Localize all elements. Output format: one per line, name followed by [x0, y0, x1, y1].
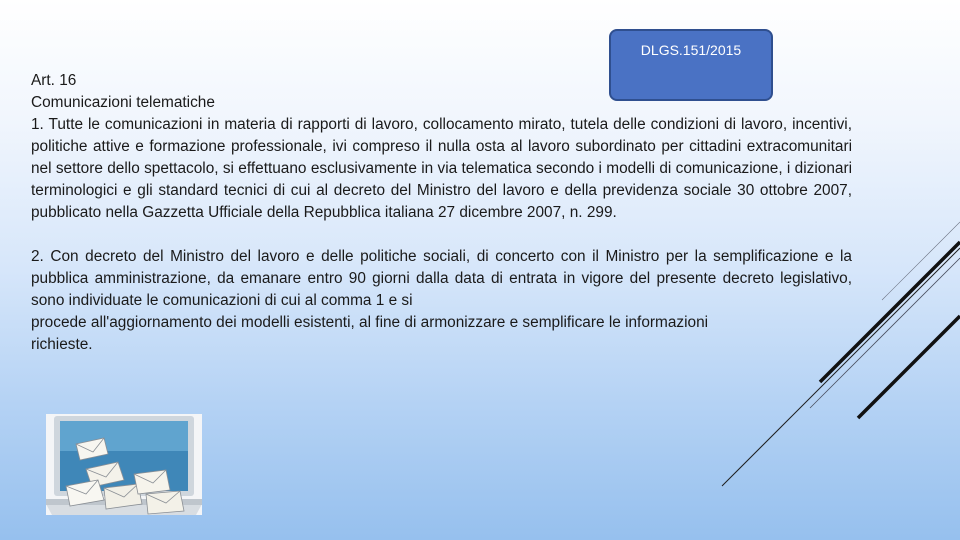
- law-reference-label: DLGS.151/2015: [640, 42, 742, 58]
- article-paragraph-2-tail: procede all'aggiornamento dei modelli esistenti, al fine di armonizzare e semplificare le informazioni richieste.: [31, 314, 709, 353]
- article-paragraph-2: 2. Con decreto del Ministro del lavoro e delle politiche sociali, di concerto con il Ministro per la semplificazione e la pubblica amministrazione, da emanare entro 90 giorni dalla data di entrata in vigore del presente decreto legislativo, sono individuate le comunicazioni di cui al comma 1 e si: [31, 248, 852, 309]
- article-number: Art. 16: [31, 72, 77, 89]
- article-title: Comunicazioni telematiche: [31, 94, 215, 111]
- article-paragraph-1: 1. Tutte le comunicazioni in materia di rapporti di lavoro, collocamento mirato, tutela delle condizioni di lavoro, incentivi, politiche attive e formazione professionale, ivi compreso il nulla osta al lavoro subordinato per cittadini extracomunitari nel settore dello spettacolo, si effettuano esclusivamente in via telematica secondo i modelli di comunicazione, i dizionari terminologici e gli standard tecnici di cui al decreto del Ministro del lavoro e della previdenza sociale 30 ottobre 2007, pubblicato nella Gazzetta Ufficiale della Repubblica italiana 27 dicembre 2007, n. 299.: [31, 116, 852, 221]
